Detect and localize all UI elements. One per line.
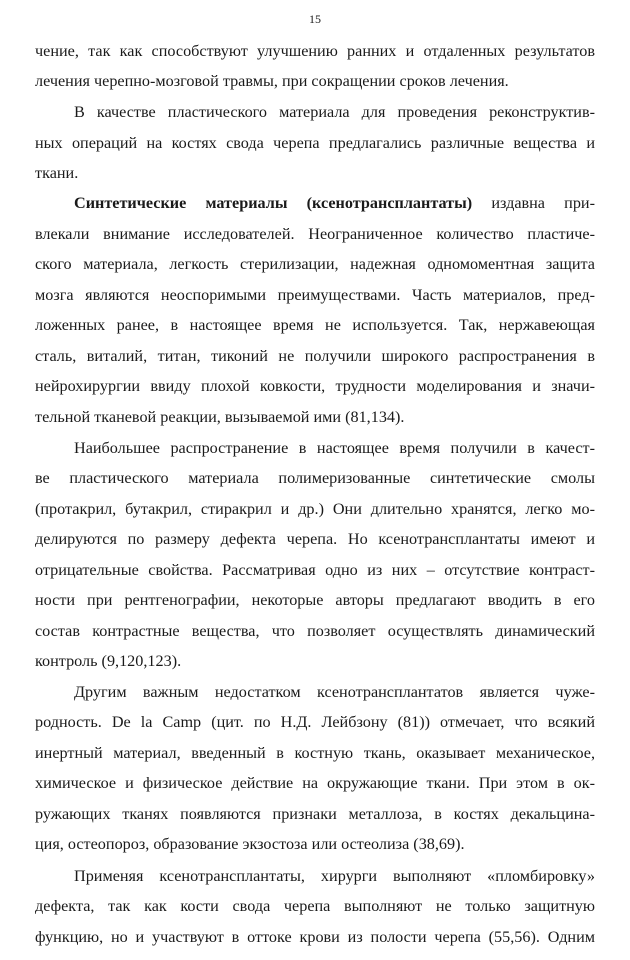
page-number: 15: [309, 12, 321, 26]
text-line: контроль (9,120,123).: [35, 652, 182, 670]
text-line: ция, остеопороз, образование экзостоза или остеолиза (38,69).: [35, 835, 465, 853]
text-line: ткани.: [35, 164, 79, 182]
text-line: ве пластического материала полимеризованные синтетические смолы: [35, 469, 595, 487]
text-line: мозга являются неоспоримыми преимуществами. Часть материалов, пред-: [35, 286, 595, 304]
text-line: дефекта, так как кости свода черепа выполняют не только защитную: [35, 897, 595, 915]
text-line: ных операций на костях свода черепа предлагались различные вещества и: [35, 134, 595, 152]
text-line: тельной тканевой реакции, вызываемой ими (81,134).: [35, 408, 405, 426]
text-line: лечения черепно-мозговой травмы, при сокращении сроков лечения.: [35, 72, 509, 90]
text-line: (протакрил, бутакрил, стиракрил и др.) Они длительно хранятся, легко мо-: [35, 500, 595, 518]
text-line: инертный материал, введенный в костную ткань, оказывает механическое,: [35, 744, 595, 762]
text-line: В качестве пластического материала для проведения реконструктив-: [74, 103, 595, 121]
text-line: функцию, но и участвуют в оттоке крови из полости черепа (55,56). Одним: [35, 928, 595, 946]
text-line: сталь, виталий, титан, тиконий не получили широкого распространения в: [35, 347, 595, 365]
text-fragment: издавна при-: [472, 194, 595, 212]
text-line: нейрохирургии ввиду плохой ковкости, трудности моделирования и значи-: [35, 377, 595, 395]
text-line: влекали внимание исследователей. Неограниченное количество пластиче-: [35, 225, 595, 243]
text-line: ского материала, легкость стерилизации, надежная одномоментная защита: [35, 255, 595, 273]
text-line: чение, так как способствуют улучшению ранних и отдаленных результатов: [35, 42, 595, 60]
text-line: ности при рентгенографии, некоторые авторы предлагают вводить в его: [35, 591, 595, 609]
text-line: химическое и физическое действие на окружающие ткани. При этом в ок-: [35, 774, 595, 792]
text-line: ложенных ранее, в настоящее время не используется. Так, нержавеющая: [35, 316, 595, 334]
text-line: Применяя ксенотрансплантаты, хирурги выполняют «пломбировку»: [74, 867, 595, 885]
text-line: Другим важным недостатком ксенотрансплантатов является чуже-: [74, 683, 595, 701]
text-line: отрицательные свойства. Рассматривая одно из них – отсутствие контраст-: [35, 561, 595, 579]
bold-term: Синтетические материалы (ксенотрансплантаты): [74, 194, 473, 212]
text-line: состав контрастные вещества, что позволяет осуществлять динамический: [35, 622, 595, 640]
text-line: делируются по размеру дефекта черепа. Но ксенотрансплантаты имеют и: [35, 530, 595, 548]
text-line: [74, 193, 595, 213]
text-line: ружающих тканях появляются признаки металлоза, в костях декальцина-: [35, 805, 595, 823]
text-line: Наибольшее распространение в настоящее время получили в качест-: [74, 439, 595, 457]
text-line: родность. De la Camp (цит. по Н.Д. Лейбзону (81)) отмечает, что всякий: [35, 713, 595, 731]
